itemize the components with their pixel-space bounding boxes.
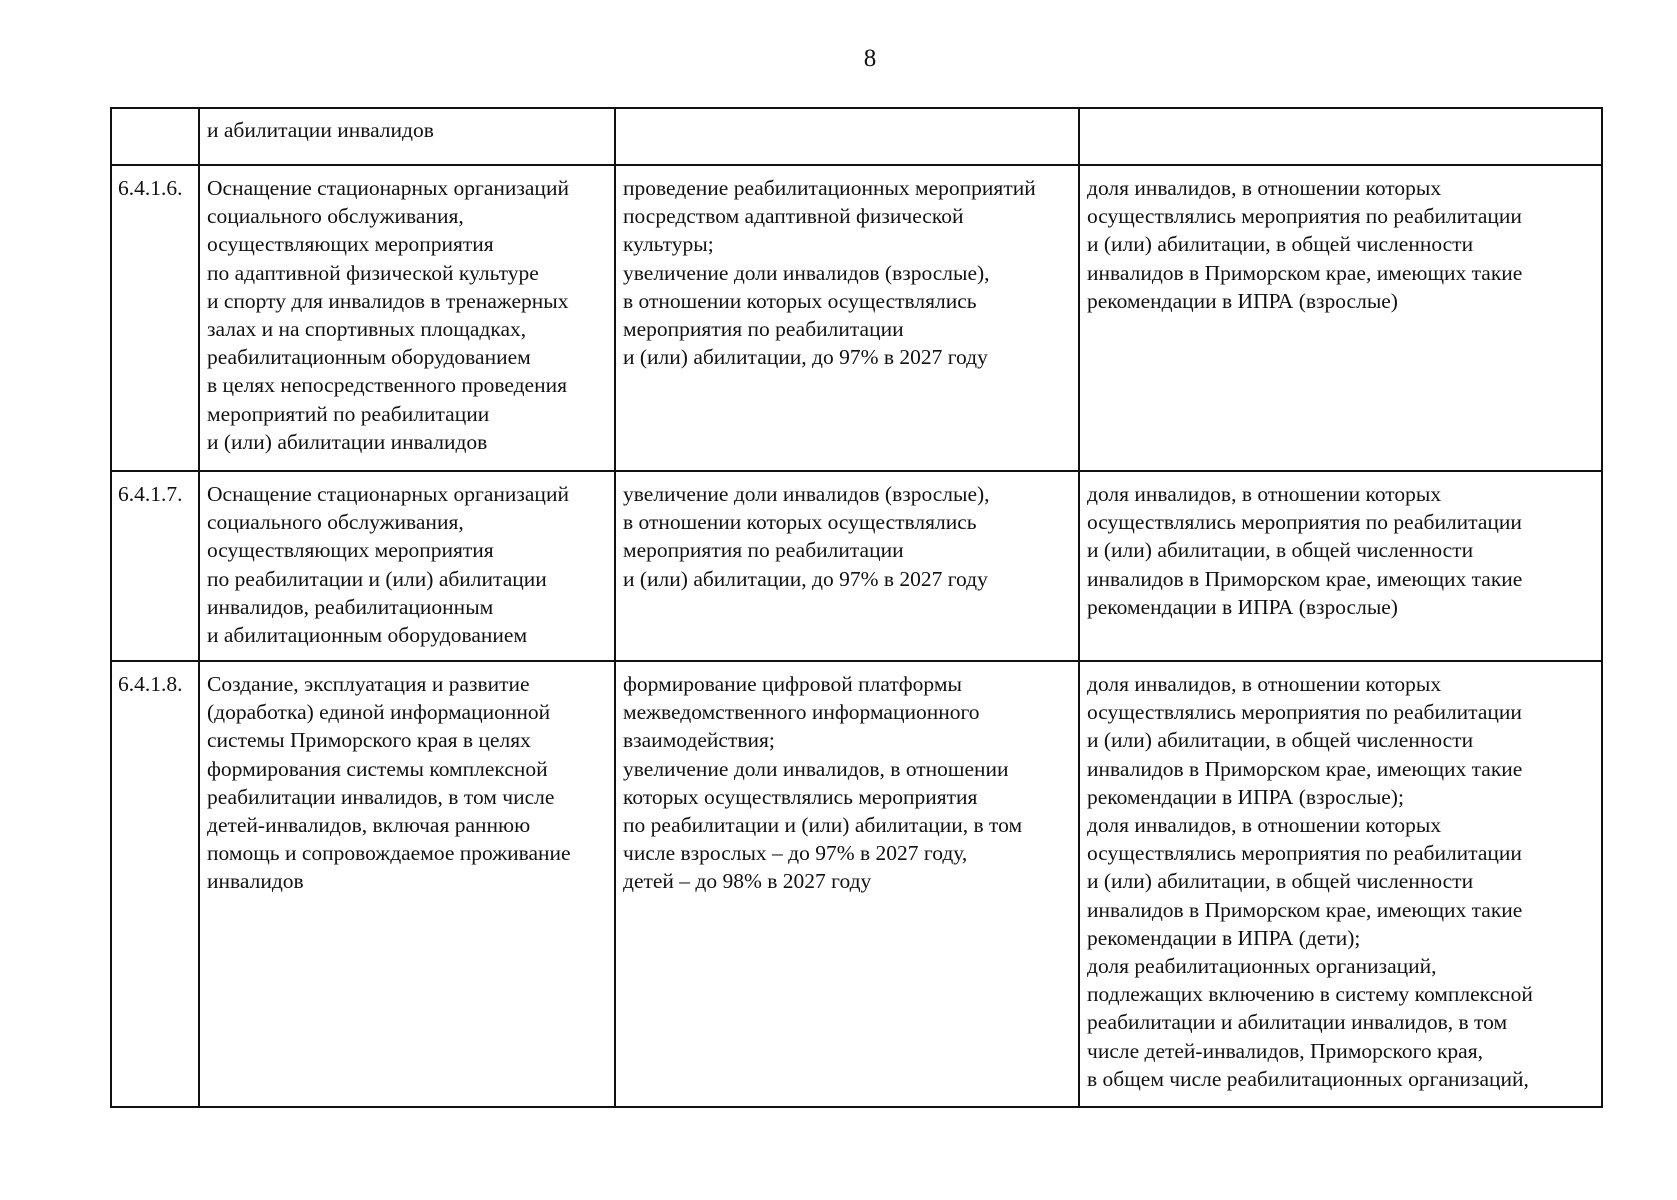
expected-result-cell: формирование цифровой платформы межведомственного информационного взаимодействия; увеличение доли инвалидов, в отношении которых осуществлялись мероприятия по реабилитации и (или) абилитации, в том числе взрослых – до 97% в 2027 году, детей – до 98% в 2027 году [615, 661, 1079, 1107]
measure-name-cell: и абилитации инвалидов [199, 108, 615, 165]
table-row-6-4-1-7 [111, 471, 1602, 661]
row-number-cell: 6.4.1.7. [111, 471, 199, 661]
row-number-cell: 6.4.1.8. [111, 661, 199, 1107]
indicator-cell: доля инвалидов, в отношении которых осуществлялись мероприятия по реабилитации и (или) абилитации, в общей численности инвалидов в Приморском крае, имеющих такие рекомендации в ИПРА (взрослые) [1079, 165, 1602, 471]
measure-name-cell: Оснащение стационарных организаций социального обслуживания, осуществляющих мероприятия по адаптивной физической культуре и спорту для инвалидов в тренажерных залах и на спортивных площадках, реабилитационным оборудованием в целях непосредственного проведения мероприятий по реабилитации и (или) абилитации инвалидов [199, 165, 615, 471]
indicator-cell [1079, 108, 1602, 165]
table-row-continuation [111, 108, 1602, 165]
expected-result-cell: увеличение доли инвалидов (взрослые), в отношении которых осуществлялись мероприятия по реабилитации и (или) абилитации, до 97% в 2027 году [615, 471, 1079, 661]
table-row-6-4-1-8 [111, 661, 1602, 1107]
indicator-cell: доля инвалидов, в отношении которых осуществлялись мероприятия по реабилитации и (или) абилитации, в общей численности инвалидов в Приморском крае, имеющих такие рекомендации в ИПРА (взрослые); доля инвалидов, в отношении которых осуществлялись мероприятия по реабилитации и (или) абилитации, в общей численности инвалидов в Приморском крае, имеющих такие рекомендации в ИПРА (дети); доля реабилитационных организаций, подлежащих включению в систему комплексной реабилитации и абилитации инвалидов, в том числе детей-инвалидов, Приморского края, в общем числе реабилитационных организаций, [1079, 661, 1602, 1107]
measure-name-cell: Оснащение стационарных организаций социального обслуживания, осуществляющих мероприятия по реабилитации и (или) абилитации инвалидов, реабилитационным и абилитационным оборудованием [199, 471, 615, 661]
row-number-cell [111, 108, 199, 165]
indicator-cell: доля инвалидов, в отношении которых осуществлялись мероприятия по реабилитации и (или) абилитации, в общей численности инвалидов в Приморском крае, имеющих такие рекомендации в ИПРА (взрослые) [1079, 471, 1602, 661]
measure-name-cell: Создание, эксплуатация и развитие (доработка) единой информационной системы Приморского края в целях формирования системы комплексной реабилитации инвалидов, в том числе детей-инвалидов, включая раннюю помощь и сопровождаемое проживание инвалидов [199, 661, 615, 1107]
expected-result-cell: проведение реабилитационных мероприятий посредством адаптивной физической культуры; увеличение доли инвалидов (взрослые), в отношении которых осуществлялись мероприятия по реабилитации и (или) абилитации, до 97% в 2027 году [615, 165, 1079, 471]
expected-result-cell [615, 108, 1079, 165]
row-number-cell: 6.4.1.6. [111, 165, 199, 471]
table-row-6-4-1-6 [111, 165, 1602, 471]
page-number: 8 [863, 45, 877, 72]
measures-table [110, 107, 1603, 1108]
